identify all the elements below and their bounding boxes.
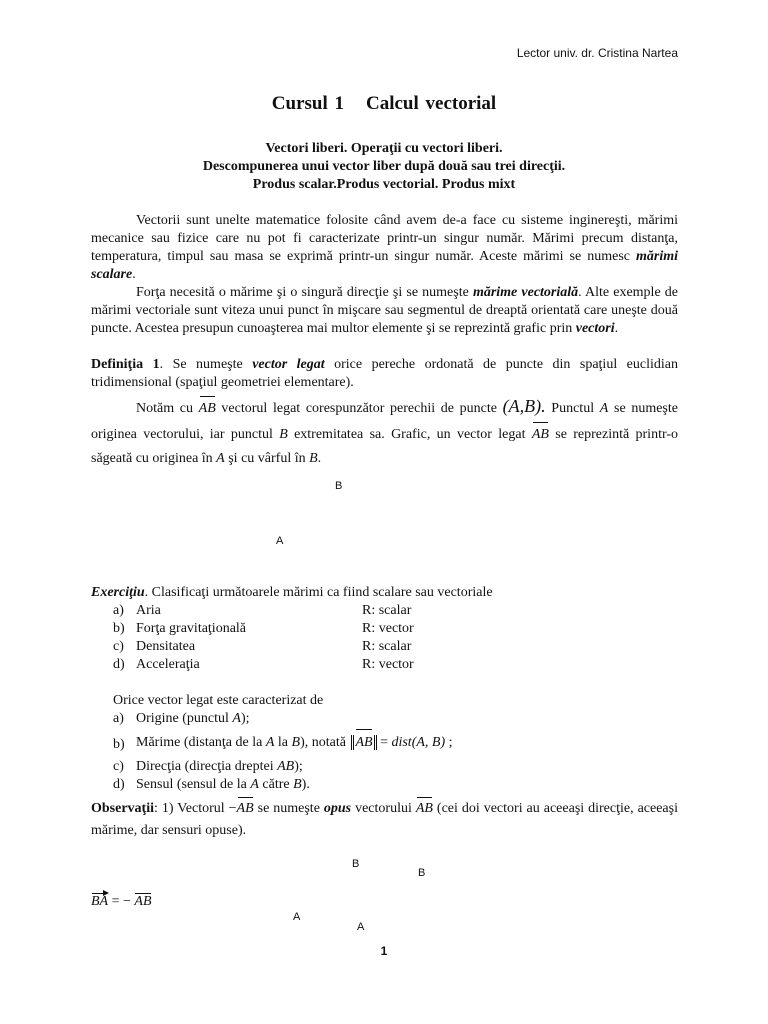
term-vectorial: mărime vectorială (472, 285, 579, 300)
characteristics-intro: Orice vector legat este caracterizat de (113, 693, 324, 708)
label-point-a: A (276, 535, 284, 547)
term-vector-legat: vector legat (252, 357, 325, 372)
vector-ab: AB (134, 894, 152, 909)
term-opus: opus (323, 801, 352, 816)
label-point-b: B (352, 858, 360, 870)
equation-ba: BA = − AB (91, 894, 152, 909)
document-page: Lector univ. dr. Cristina Nartea Cursul 1 Calcul vectorial Vectori liberi. Operaţii cu vectori liberi. Descompunerea unui vector liber după două sau trei direcţii. Produs scalar.Produs vectorial. Produs mixt Vectorii sunt unelte matematice folosite când avem de-a face cu sisteme inginereşti, mărimi mecanice sau fizice care nu pot fi caracterizate printr-un singur număr. Mărimi precum distanţa, temperatura, timpul sau masa se exprimă printr-un singur număr. Aceste mărimi se numesc mărimi scalare. Forţa necesită o mărime şi o singură direcţie şi se numeşte mărime vectorială. Alte exemple de mărimi vectoriale sunt viteza unui punct în mişcare sau segmentul de dreaptă orientată care uneşte două puncte. Acestea presupun cunoaşterea mai multor elemente şi se reprezintă grafic prin vectori. Definiţia 1. Se numeşte vector legat orice pereche ordonată de puncte din spaţiul euclidian tridimensional (spaţiul geometriei elementare). Notăm cu AB vectorul legat corespunzător perechii de puncte (A,B). Punctul A se numeşte originea vectorului, iar punctul B extremitatea sa. Grafic, un vector legat AB se reprezintă printr-o săgeată cu originea în A şi cu vârful în B. B A Exerciţiu. Clasificaţi următoarele mărimi ca fiind scalare sau vectoriale a) Aria R: scalar b) Forţa gravitaţională R: vector c) Densitatea R: scalar d) Acceleraţia R: vector Orice vector legat este caracterizat de a) Origine (punctul A); b) Mărime (distanţa de la A la B), notată AB = dist(A, B) ; c) Direcţia (direcţia dreptei AB); d) Sensul (sensul de la A către B). Observaţii: 1) Vectorul −AB se numeşte opus vectorului AB (cei doi vectori au aceeaşi direcţie, aceeaşi mărime, dar sensuri opuse). BA = − AB B A B A 1 (0, 0, 768, 1024)
exercise-paragraph: Exerciţiu. Clasificaţi următoarele mărimi ca fiind scalare sau vectoriale (91, 585, 493, 600)
page-title (0, 93, 768, 115)
definition-paragraph: Definiţia 1. Se numeşte vector legat orice pereche ordonată de puncte din spaţiul euclidian tridimensional (spaţiul geometriei elementare). (91, 357, 678, 390)
vector-ab: AB (237, 796, 254, 820)
subtitle-line: Vectori liberi. Operaţii cu vectori liberi. (265, 141, 503, 156)
subtitle-line: Produs scalar.Produs vectorial. Produs mixt (252, 177, 516, 192)
term-vectori: vectori (575, 321, 615, 336)
course-topic: Calcul vectorial (366, 93, 497, 114)
author-header: Lector univ. dr. Cristina Nartea (516, 46, 678, 60)
exercise-label: Exerciţiu (91, 585, 145, 600)
label-point-b: B (418, 867, 426, 879)
observations-label: Observaţii (91, 801, 154, 816)
label-point-a: A (293, 911, 301, 923)
label-point-b: B (335, 480, 343, 492)
page-number: 1 (380, 944, 388, 958)
notation-paragraph: Notăm cu AB vectorul legat corespunzător perechii de puncte (A,B). Punctul A se numeşte originea vectorului, iar punctul B extremitatea sa. Grafic, un vector legat AB se reprezintă printr-o săgeată cu originea în A şi cu vârful în B. (91, 396, 679, 466)
point-pair: (A,B). (502, 396, 546, 416)
vector-ab: AB (199, 395, 216, 421)
intro-paragraph-1: Vectorii sunt unelte matematice folosite când avem de-a face cu sisteme inginereşti, mărimi mecanice sau fizice care nu pot fi caracterizate printr-un singur număr. Mărimi precum distanţa, temperatura, timpul sau masa se exprimă printr-un singur număr. Aceste mărimi se numesc mărimi scalare. (91, 213, 678, 282)
term-scalar: mărimi scalare (91, 249, 678, 282)
subtitles (0, 140, 768, 194)
vector-ab-norm: AB (355, 728, 372, 756)
vector-ab: AB (416, 796, 433, 820)
intro-paragraph-2: Forţa necesită o mărime şi o singură direcţie şi se numeşte mărime vectorială. Alte exemple de mărimi vectoriale sunt viteza unui punct în mişcare sau segmentul de dreaptă orientată care uneşte două puncte. Acestea presupun cunoaşterea mai multor elemente şi se reprezintă grafic prin vectori. (91, 285, 678, 336)
vector-ba: BA (91, 894, 109, 909)
subtitle-line: Descompunerea unui vector liber după două sau trei direcţii. (202, 159, 566, 174)
course-number: Cursul 1 (271, 93, 344, 114)
vector-ab: AB (532, 421, 549, 447)
label-point-a: A (357, 921, 365, 933)
observations-paragraph: Observaţii: 1) Vectorul −AB se numeşte opus vectorului AB (cei doi vectori au aceeaşi direcţie, aceeaşi mărime, dar sensuri opuse). (91, 796, 678, 842)
definition-label: Definiţia 1 (91, 357, 160, 372)
